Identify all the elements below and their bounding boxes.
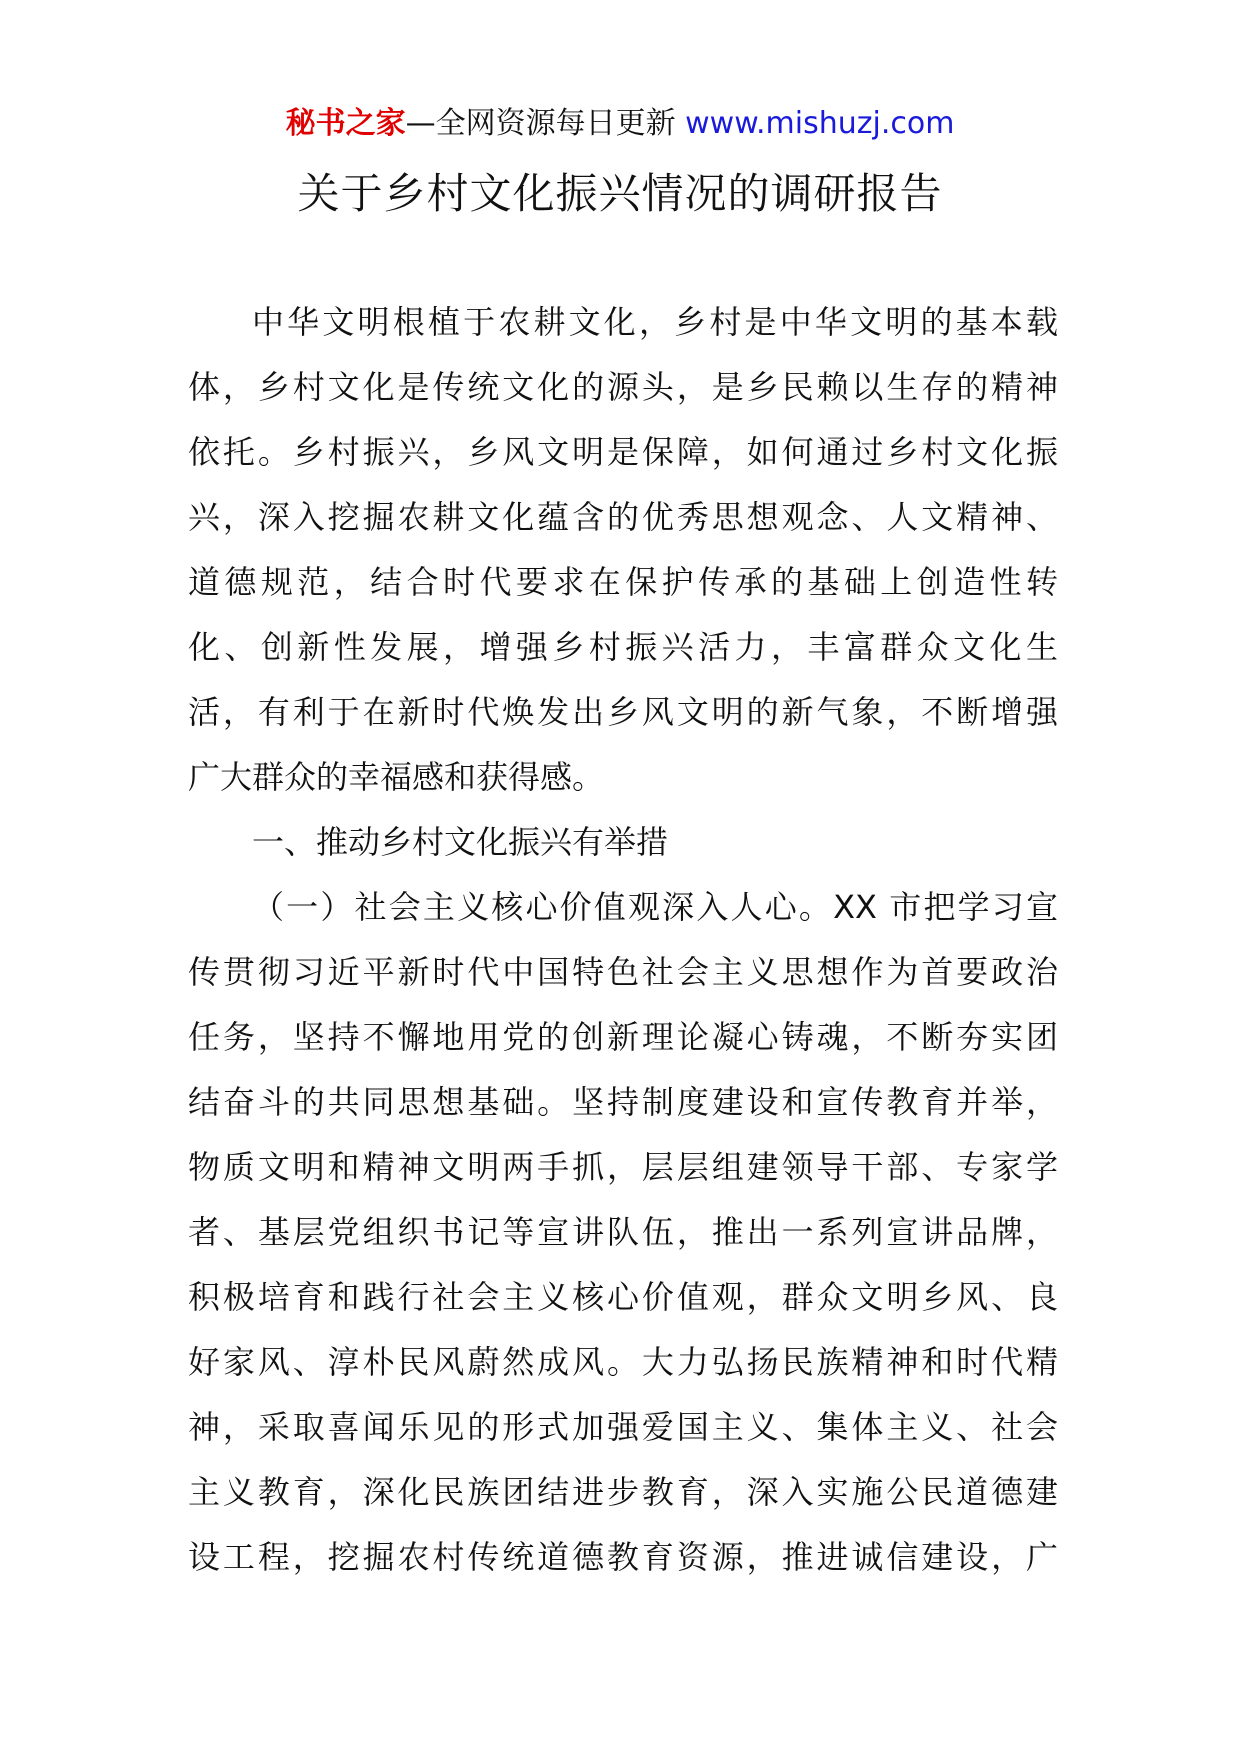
site-url-link[interactable]: www.mishuzj.com (685, 106, 955, 141)
paragraph-line: 积极培育和践行社会主义核心价值观，群众文明乡风、良 (188, 1278, 1058, 1316)
paragraph-line: 兴，深入挖掘农耕文化蕴含的优秀思想观念、人文精神、 (188, 498, 1058, 536)
document-title: 关于乡村文化振兴情况的调研报告 (297, 169, 943, 218)
paragraph-line: 结奋斗的共同思想基础。坚持制度建设和宣传教育并举， (188, 1083, 1058, 1121)
paragraph-line: 活，有利于在新时代焕发出乡风文明的新气象，不断增强 (188, 693, 1058, 731)
section-heading: 一、推动乡村文化振兴有举措 (252, 823, 669, 861)
paragraph-line: 神，采取喜闻乐见的形式加强爱国主义、集体主义、社会 (188, 1408, 1058, 1446)
paragraph-line: 传贯彻习近平新时代中国特色社会主义思想作为首要政治 (188, 953, 1058, 991)
paragraph-line: 道德规范，结合时代要求在保护传承的基础上创造性转 (188, 563, 1058, 601)
paragraph-line: 物质文明和精神文明两手抓，层层组建领导干部、专家学 (188, 1148, 1058, 1186)
paragraph-line: 好家风、淳朴民风蔚然成风。大力弘扬民族精神和时代精 (188, 1343, 1058, 1381)
paragraph-line: 中华文明根植于农耕文化，乡村是中华文明的基本载 (252, 303, 1058, 341)
paragraph-line: 主义教育，深化民族团结进步教育，深入实施公民道德建 (188, 1473, 1058, 1511)
paragraph-line: 依托。乡村振兴，乡风文明是保障，如何通过乡村文化振 (188, 433, 1058, 471)
document-body (188, 290, 1058, 1590)
paragraph-line: 体，乡村文化是传统文化的源头，是乡民赖以生存的精神 (188, 368, 1058, 406)
paragraph-line: 化、创新性发展，增强乡村振兴活力，丰富群众文化生 (188, 628, 1058, 666)
site-brand: 秘书之家 (285, 106, 406, 141)
paragraph-line: （一）社会主义核心价值观深入人心。XX 市把学习宣 (252, 888, 1058, 926)
paragraph-line: 广大群众的幸福感和获得感。 (188, 758, 605, 796)
paragraph-line: 设工程，挖掘农村传统道德教育资源，推进诚信建设，广 (188, 1538, 1058, 1576)
site-tagline: —全网资源每日更新 (405, 106, 676, 141)
paragraph-line: 者、基层党组织书记等宣讲队伍，推出一系列宣讲品牌， (188, 1213, 1058, 1251)
site-header (0, 104, 1240, 144)
paragraph-line: 任务，坚持不懈地用党的创新理论凝心铸魂，不断夯实团 (188, 1018, 1058, 1056)
